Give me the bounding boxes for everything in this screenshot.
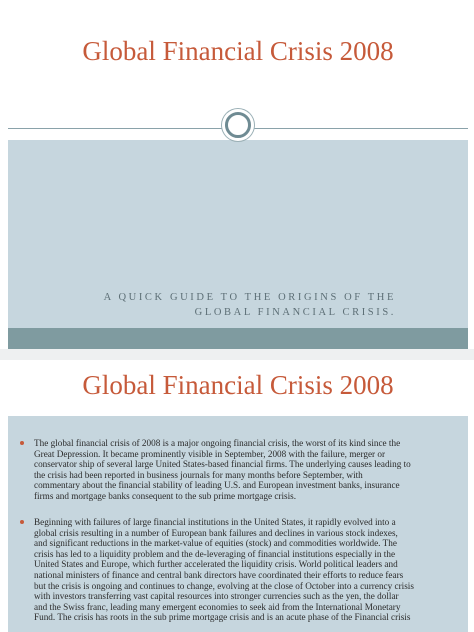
bullet-line: commentary about the financial stability of leading U.S. and European investment banks, insurance	[34, 480, 400, 491]
bullet-icon	[20, 441, 24, 445]
bullet-icon	[20, 520, 24, 524]
bullet-line: The global financial crisis of 2008 is a major ongoing financial crisis, the worst of its kind since the	[34, 438, 401, 448]
slide-title: Global Financial Crisis 2008	[82, 370, 394, 400]
bullet-line: Fund. The crisis has roots in the sub prime mortgage crisis and is an acute phase of the Financial crisis	[34, 612, 411, 623]
bullet-line: conservator ship of several large United States-based financial firms. The underlying causes leading to	[34, 459, 411, 470]
bullet-line: and significant reductions in the market-value of equities (stock) and commodities worldwide. The	[34, 538, 397, 549]
subtitle-line: A QUICK GUIDE TO THE ORIGINS OF THE	[103, 292, 396, 303]
bullet-line: United States and Europe, which further accelerated the liquidity crisis. World political leaders and	[34, 559, 398, 570]
bullet-line: with investors transferring vast capital resources into stronger currencies such as the yen, the dollar	[34, 591, 399, 602]
bullet-text	[34, 438, 448, 502]
slide-subtitle	[36, 290, 396, 320]
ring-ornament-icon	[225, 112, 251, 138]
bullet-line: national ministers of finance and central bank directors have coordinated their efforts to reduce fears	[34, 569, 404, 580]
bullet-line: but the crisis is ongoing and continues to change, evolving at the close of October into a currency crisis	[34, 580, 414, 591]
content-body	[8, 416, 468, 632]
content-slide-header	[8, 360, 468, 416]
bullet-text	[34, 517, 448, 623]
slide-separator	[0, 349, 474, 360]
bullet-line: Great Depression. It became prominently visible in September, 2008 with the failure, merger or	[34, 448, 386, 459]
bullet-line: crisis has led to a liquidity problem and the de-leveraging of financial institutions especially in the	[34, 548, 396, 559]
bullet-line: the crisis had been reported in business journals for many months before September, with	[34, 469, 363, 480]
subtitle-band	[8, 140, 468, 328]
subtitle-line: GLOBAL FINANCIAL CRISIS.	[194, 307, 396, 318]
bullet-line: and the Swiss franc, leading many emergent economies to seek aid from the International Monetary	[34, 601, 401, 612]
bullet-line: Beginning with failures of large financial institutions in the United States, it rapidly evolved into a	[34, 517, 396, 527]
bullet-line: global crisis resulting in a number of European bank failures and declines in various stock indexes,	[34, 527, 398, 538]
slide-title: Global Financial Crisis 2008	[82, 36, 394, 66]
title-slide	[8, 0, 468, 349]
bottom-bar	[8, 328, 468, 349]
bullet-line: firms and mortgage banks consequent to the sub prime mortgage crisis.	[34, 490, 297, 501]
content-slide	[8, 360, 468, 632]
title-slide-header	[8, 0, 468, 130]
